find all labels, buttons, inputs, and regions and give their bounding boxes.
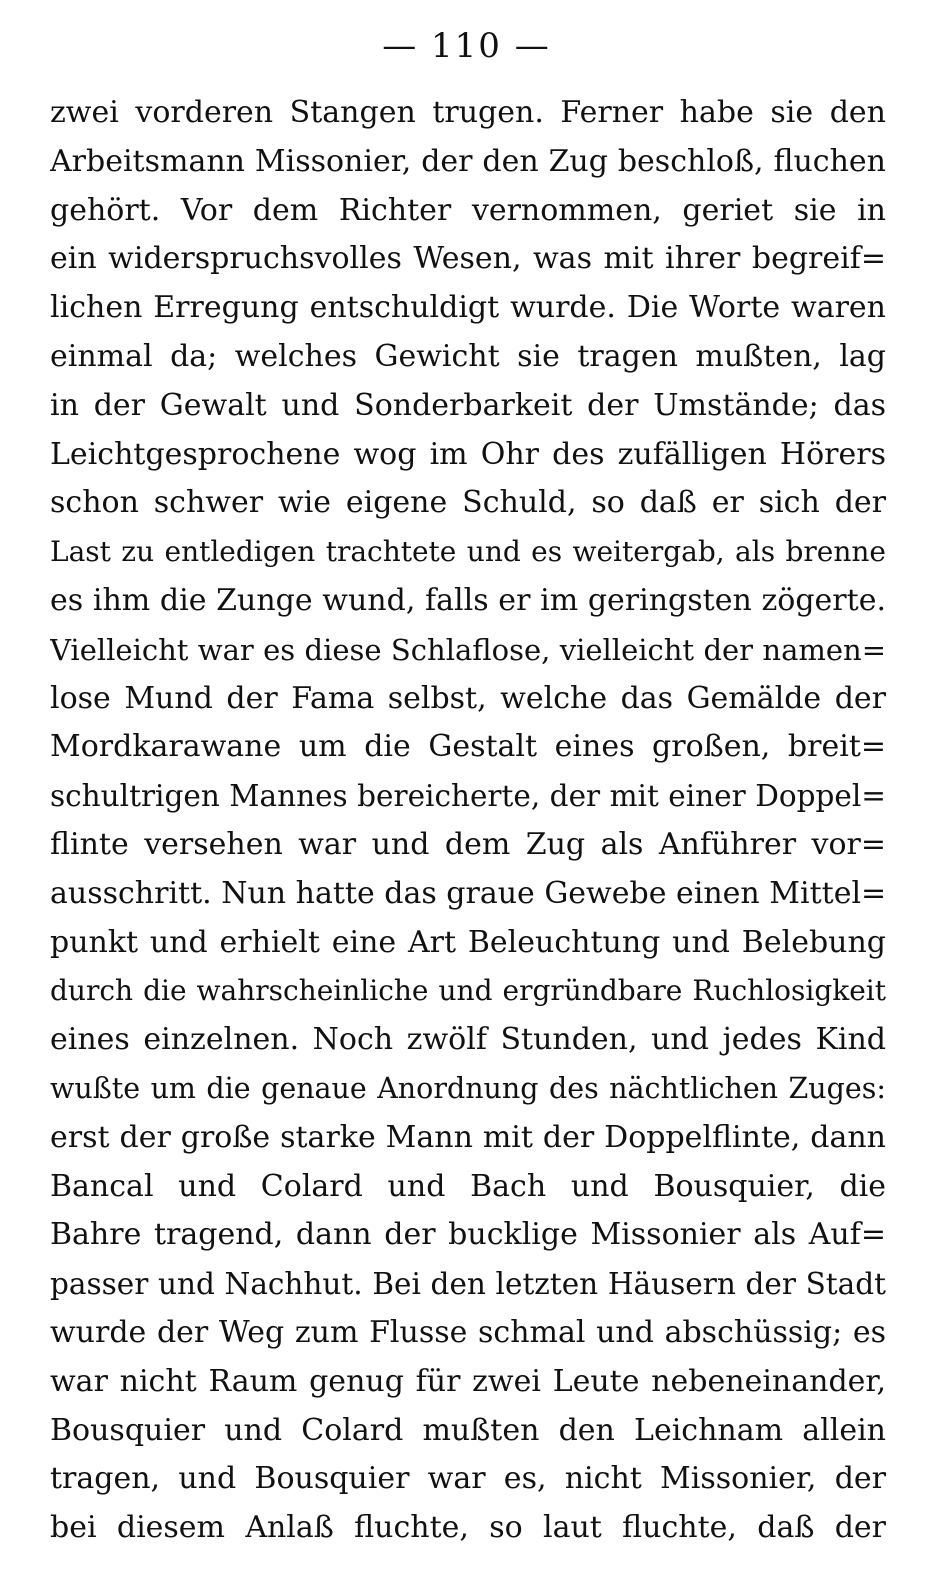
text-line: war nicht Raum genug für zwei Leute nebeneinander,	[50, 1363, 886, 1399]
text-line: wußte um die genaue Anordnung des nächtlichen Zuges:	[50, 1071, 886, 1105]
text-line: passer und Nachhut. Bei den letzten Häusern der Stadt	[50, 1267, 886, 1302]
text-line: es ihm die Zunge wund, falls er im geringsten zögerte.	[50, 582, 886, 618]
text-line: gehört. Vor dem Richter vernommen, geriet sie in	[50, 192, 886, 228]
text-line: durch die wahrscheinliche und ergründbare Ruchlosigkeit	[50, 974, 886, 1008]
text-line: Leichtgesprochene wog im Ohr des zufälligen Hörers	[50, 436, 886, 472]
text-line: Bahre tragend, dann der bucklige Missonier als Auf=	[50, 1217, 886, 1253]
page-number: — 110 —	[382, 26, 551, 66]
text-line: Bancal und Colard und Bach und Bousquier, die	[50, 1168, 886, 1204]
text-line: tragen, und Bousquier war es, nicht Missonier, der	[50, 1461, 886, 1497]
text-line: Vielleicht war es diese Schlaflose, vielleicht der namen=	[50, 632, 886, 667]
text-line: schultrigen Mannes bereicherte, der mit einer Doppel=	[50, 779, 886, 814]
text-line: einmal da; welches Gewicht sie tragen mußten, lag	[50, 338, 886, 374]
text-line: Mordkarawane um die Gestalt eines großen, breit=	[50, 729, 886, 765]
body-text	[50, 89, 886, 1553]
text-line: eines einzelnen. Noch zwölf Stunden, und jedes Kind	[50, 1022, 886, 1058]
text-line: zwei vorderen Stangen trugen. Ferner habe sie den	[50, 95, 886, 130]
text-line: punkt und erhielt eine Art Beleuchtung und Belebung	[50, 924, 886, 960]
text-line: bei diesem Anlaß fluchte, so laut fluchte, daß der	[50, 1510, 886, 1546]
text-line: lichen Erregung entschuldigt wurde. Die Worte waren	[50, 290, 886, 326]
text-line: ausschritt. Nun hatte das graue Gewebe einen Mittel=	[50, 875, 886, 911]
text-line: wurde der Weg zum Flusse schmal und abschüssig; es	[50, 1314, 886, 1350]
text-line: schon schwer wie eigene Schuld, so daß er sich der	[50, 485, 886, 521]
text-line: flinte versehen war und dem Zug als Anführer vor=	[50, 826, 886, 862]
text-line: lose Mund der Fama selbst, welche das Gemälde der	[50, 680, 886, 716]
text-line: ein widerspruchsvolles Wesen, was mit ihrer begreif=	[50, 241, 886, 277]
text-line: Bousquier und Colard mußten den Leichnam allein	[50, 1412, 886, 1448]
text-line: in der Gewalt und Sonderbarkeit der Umstände; das	[50, 387, 886, 423]
text-line: Last zu entledigen trachtete und es weitergab, als brenne	[50, 535, 886, 569]
text-line: erst der große starke Mann mit der Doppelflinte, dann	[50, 1119, 886, 1155]
text-line: Arbeitsmann Missonier, der den Zug beschloß, fluchen	[50, 143, 886, 179]
